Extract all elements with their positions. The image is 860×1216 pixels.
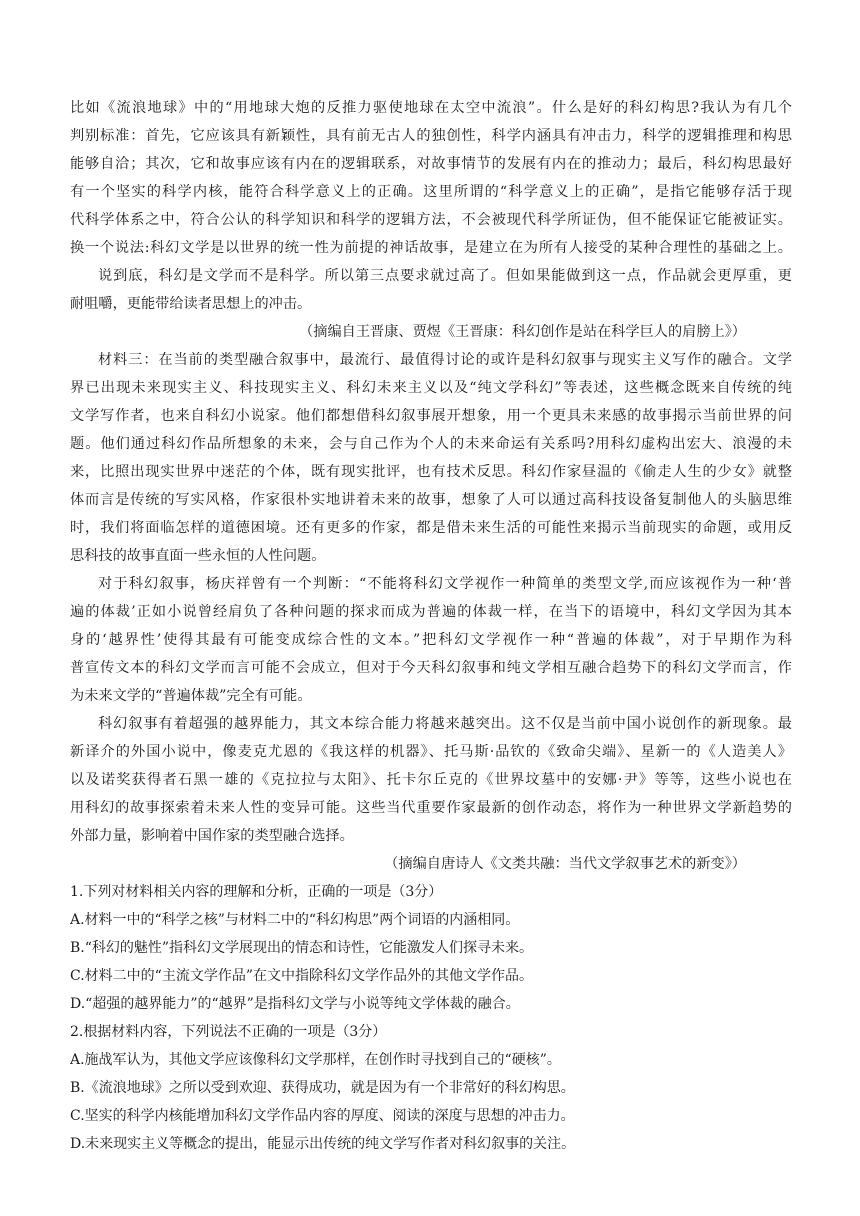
- option-b: B.“科幻的魅性”指科幻文学展现出的情态和诗性，它能激发人们探寻未来。: [70, 940, 534, 956]
- text-line: 科幻叙事有着超强的越界能力，其文本综合能力将越来越突出。这不仅是当前中国小说创作的新现象。最: [98, 716, 792, 732]
- source-citation: （摘编自唐诗人《文类共融：当代文学叙事艺术的新变》）: [384, 856, 746, 872]
- option-d: D.“超强的越界能力”的“越界”是指科幻文学与小说等纯文学体裁的融合。: [70, 996, 520, 1012]
- text-line: 为未来文学的“普遍体裁”完全有可能。: [70, 688, 312, 704]
- question-stem: 1.下列对材料相关内容的理解和分析，正确的一项是（3分）: [70, 884, 443, 900]
- text-line: 文学写作者，也来自科幻小说家。他们都想借科幻叙事展开想象，用一个更具未来感的故事揭示当前世界的问: [70, 408, 792, 424]
- text-line: 身的‘越界性’使得其最有可能变成综合性的文本。”把科幻文学视作一种“普遍的体裁”，对于早期作为科: [70, 632, 792, 648]
- option-a: A.施战军认为，其他文学应该像科幻文学那样，在创作时寻找到自己的“硬核”。: [70, 1052, 561, 1068]
- text-line: 新译介的外国小说中，像麦克尤恩的《我这样的机器》、托马斯·品钦的《致命尖端》、星新一的《人造美人》: [70, 744, 792, 760]
- text-line: 对于科幻叙事，杨庆祥曾有一个判断：“不能将科幻文学视作一种简单的类型文学,而应该视作为一种‘普: [98, 576, 792, 592]
- text-line: 说到底，科幻是文学而不是科学。所以第三点要求就过高了。但如果能做到这一点，作品就会更厚重，更: [98, 268, 792, 284]
- text-line: 换一个说法:科幻文学是以世界的统一性为前提的神话故事，是建立在为所有人接受的某种合理性的基础之上。: [70, 240, 792, 256]
- text-line: 来，比照出现实世界中迷茫的个体，既有现实批评，也有技术反思。科幻作家昼温的《偷走人生的少女》就整: [70, 464, 792, 480]
- text-line: 以及诺奖获得者石黑一雄的《克拉拉与太阳》、托卡尔丘克的《世界坟墓中的安娜·尹》等等，这些小说也在: [70, 772, 792, 788]
- text-line: 遍的体裁’正如小说曾经肩负了各种问题的探求而成为普遍的体裁一样，在当下的语境中，科幻文学因为其本: [70, 604, 792, 620]
- text-line: 题。他们通过科幻作品所想象的未来，会与自己作为个人的未来命运有关系吗?用科幻虚构出宏大、浪漫的未: [70, 436, 792, 452]
- text-line: 外部力量，影响着中国作家的类型融合选择。: [70, 828, 354, 844]
- text-line: 耐咀嚼，更能带给读者思想上的冲击。: [70, 296, 312, 312]
- option-c: C.材料二中的“主流文学作品”在文中指除科幻文学作品外的其他文学作品。: [70, 968, 533, 984]
- text-line: 时，我们将面临怎样的道德困境。还有更多的作家，都是借未来生活的可能性来揭示当前现实的命题，或用反: [70, 520, 792, 536]
- option-c: C.坚实的科学内核能增加科幻文学作品内容的厚度、阅读的深度与思想的冲击力。: [70, 1108, 575, 1124]
- option-b: B.《流浪地球》之所以受到欢迎、获得成功，就是因为有一个非常好的科幻构思。: [70, 1080, 575, 1096]
- text-line: 用科幻的故事探索着未来人性的变异可能。这些当代重要作家最新的创作动态，将作为一种世界文学新趋势的: [70, 800, 792, 816]
- text-line: 能够自洽；其次，它和故事应该有内在的逻辑联系，对故事情节的发展有内在的推动力；最后，科幻构思最好: [70, 156, 792, 172]
- text-line: 代科学体系之中，符合公认的科学知识和科学的逻辑方法，不会被现代科学所证伪，但不能保证它能被证实。: [70, 212, 792, 228]
- text-line: 体而言是传统的写实风格，作家很朴实地讲着未来的故事，想象了人可以通过高科技设备复制他人的头脑思维: [70, 492, 792, 508]
- text-line: 普宣传文本的科幻文学而言可能不会成立，但对于今天科幻叙事和纯文学相互融合趋势下的科幻文学而言，作: [70, 660, 792, 676]
- option-d: D.未来现实主义等概念的提出，能显示出传统的纯文学写作者对科幻叙事的关注。: [70, 1136, 576, 1152]
- question-stem: 2.根据材料内容，下列说法不正确的一项是（3分）: [70, 1024, 387, 1040]
- text-line: 材料三：在当前的类型融合叙事中，最流行、最值得讨论的或许是科幻叙事与现实主义写作的融合。文学: [98, 352, 792, 368]
- text-line: 思科技的故事直面一些永恒的人性问题。: [70, 548, 326, 564]
- text-line: 比如《流浪地球》中的“用地球大炮的反推力驱使地球在太空中流浪”。什么是好的科幻构思?我认为有几个: [70, 100, 792, 116]
- option-a: A.材料一中的“科学之核”与材料二中的“科幻构思”两个词语的内涵相同。: [70, 912, 520, 928]
- text-line: 界已出现未来现实主义、科技现实主义、科幻未来主义以及“纯文学科幻”等表述，这些概念既来自传统的纯: [70, 380, 792, 396]
- text-line: 判别标准：首先，它应该具有新颖性，具有前无古人的独创性，科学内涵具有冲击力，科学的逻辑推理和构思: [70, 128, 792, 144]
- text-line: 有一个坚实的科学内核，能符合科学意义上的正确。这里所谓的“科学意义上的正确”，是指它能够存活于现: [70, 184, 792, 200]
- source-citation: （摘编自王晋康、贾煜《王晋康：科幻创作是站在科学巨人的肩膀上》）: [299, 324, 746, 340]
